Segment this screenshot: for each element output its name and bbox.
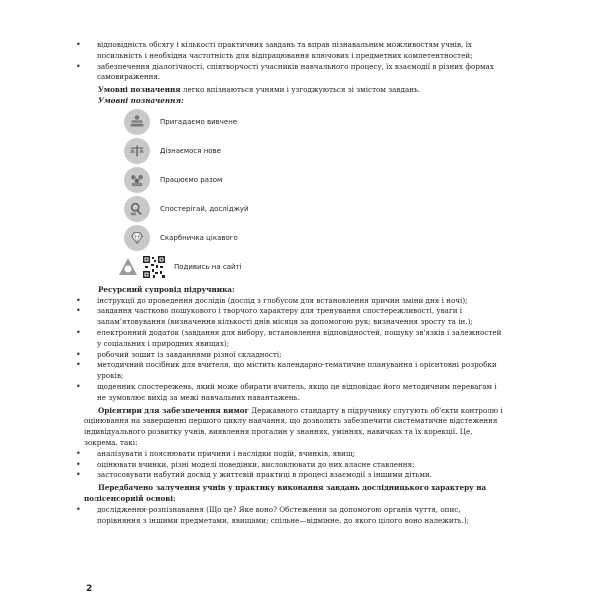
legend-label: Працюємо разом — [160, 176, 223, 185]
research-item: • дослідження-розпізнавання (Що це? Яке воно? Обстеження за допомогою органів чуття, опис, порівняння з іншими предметами, явищами; спільне—відмінне, до якого цілого воно належить.); — [84, 505, 504, 527]
resource-item: • щоденник спостережень, який може обирати вчитель, якщо це відповідає його методичним перевагам і не зумовлює вихід за межі навчальних навантажень. — [84, 382, 504, 404]
legend-list — [84, 108, 504, 282]
resources-heading: Ресурсний супровід підручника: — [98, 284, 235, 294]
page-body — [84, 40, 504, 526]
group-icon — [124, 167, 150, 193]
symbols-bold: Умовні позначення — [98, 85, 181, 95]
symbols-heading: Умовні позначення: — [98, 95, 184, 105]
resource-item: • електронний додаток (завдання для вибору, встановлення відповідностей, пошуку зв'язків і залежностей у соціальних і природних явищах); — [84, 328, 504, 350]
legend-label: Дізнаємося нове — [160, 147, 221, 156]
orient-item: • оцінювати вчинки, різні моделі поведінки, висловлювати до них власне ставлення; — [84, 460, 504, 471]
orient-item: • застосовувати набутий досвід у життєвій практиці в процесі взаємодії з іншими дітьми. — [84, 470, 504, 481]
research-bold: Передбачено залучення учнів у практику виконання завдань дослідницького характеру на полісенсорній основі: — [84, 483, 487, 503]
symbols-paragraph — [84, 85, 504, 96]
orient-paragraph — [84, 406, 504, 449]
site-triangle-icon — [118, 257, 138, 277]
legend-row — [124, 195, 504, 224]
intro-bullet-1: • відповідність обсягу і кількості практичних завдань та вправ пізнавальним можливостям учнів, їх посильність і необхідна частотність для відпрацювання ключових і предметних компетентностей; — [84, 40, 504, 62]
legend-label: Скарбничка цікавого — [160, 234, 238, 243]
legend-label: Пригадаємо вивчене — [160, 118, 238, 127]
resource-item: • методичний посібник для вчителя, що містить календарно-тематичне планування і орієнтовні розробки уроків; — [84, 360, 504, 382]
resource-item: • інструкції до проведення дослідів (дослід з глобусом для встановлення причин зміни дня і ночі); — [84, 296, 504, 307]
book-stack-icon — [124, 109, 150, 135]
page-number: 2 — [86, 584, 93, 594]
legend-row — [124, 137, 504, 166]
scales-icon — [124, 138, 150, 164]
orient-item: • аналізувати і пояснювати причини і наслідки подій, вчинків, явищ; — [84, 449, 504, 460]
resource-item: • робочий зошит із завданнями різної складності; — [84, 350, 504, 361]
magnifier-hand-icon — [124, 196, 150, 222]
symbols-rest: легко впізнаються учнями і узгоджуються зі змістом завдань. — [180, 85, 421, 95]
legend-row — [118, 253, 504, 282]
legend-label: Подивись на сайті — [174, 263, 242, 272]
orient-bold: Орієнтири для забезпечення вимог — [98, 405, 249, 415]
legend-label: Спостерігай, досліджуй — [160, 205, 249, 214]
legend-row — [124, 108, 504, 137]
diamond-icon — [124, 225, 150, 251]
qr-code-icon — [142, 255, 166, 279]
legend-row — [124, 224, 504, 253]
orient-rest: Державного стандарту в підручнику слугують об'єкти контролю і оцінювання на завершенні першого циклу навчання, що дозволить забезпечити систематичне відстеження індивідуального розвитку учнів, виявлення прогалин у знаннях, уміннях, навичках та їх корекції. Це, зокрема, такі: — [84, 405, 503, 447]
resource-item: • завдання частково пошукового і творчого характеру для тренування спостережливості, уваги і запам'ятовування (визначення кількості днів місяця за допомогою рук; визначення зросту та ін.); — [84, 306, 504, 328]
research-paragraph — [84, 483, 504, 505]
intro-bullet-2: • забезпечення діалогічності, співтворчості учасників навчального процесу, їх взаємодії в різних формах самовираження. — [84, 62, 504, 84]
legend-row — [124, 166, 504, 195]
